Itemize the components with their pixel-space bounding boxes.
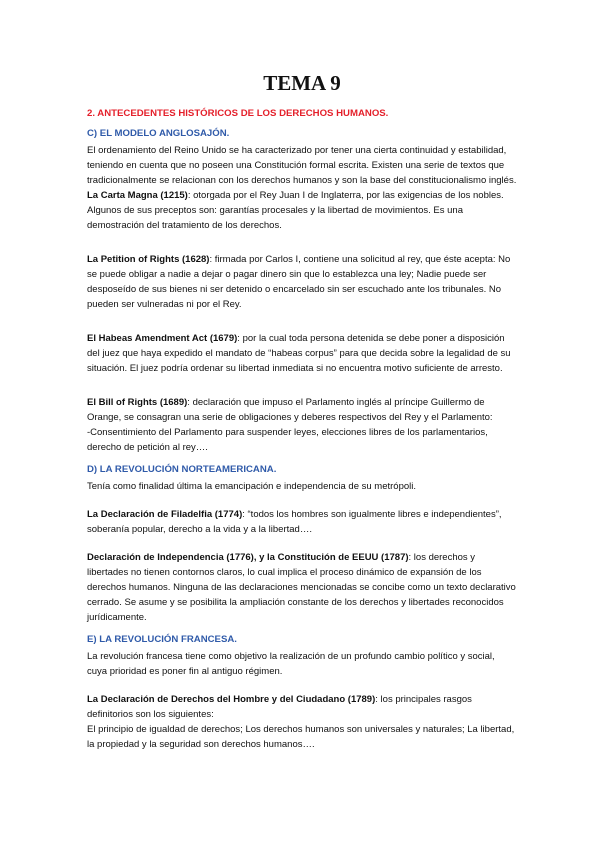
francesa-intro: La revolución francesa tiene como objetivo la realización de un profundo cambio político y social, cuya prioridad es poner fin al antiguo régimen. xyxy=(87,651,495,677)
heading-norteamericana: D) LA REVOLUCIÓN NORTEAMERICANA. xyxy=(87,464,277,475)
filadelfia-title: La Declaración de Filadelfia (1774) xyxy=(87,509,243,520)
independencia-title: Declaración de Independencia (1776), y la Constitución de EEUU (1787) xyxy=(87,552,409,563)
declaracion-title: La Declaración de Derechos del Hombre y del Ciudadano (1789) xyxy=(87,694,376,705)
page-title: TEMA 9 xyxy=(263,71,341,95)
paragraph-independencia xyxy=(87,550,517,625)
declaracion-text: : los principales rasgos definitorios son los siguientes: xyxy=(87,694,472,720)
petition-text: : firmada por Carlos I, contiene una solicitud al rey, que éste acepta: No se puede obligar a nadie a dejar o pagar dinero sin que lo establezca una ley; Nadie puede ser desposeído de sus bienes ni ser detenido o encarcelado sin ser escuchado ante los tribunales. No pueden ser vulneradas ni por el Rey. xyxy=(87,254,511,310)
section-heading: 2. ANTECEDENTES HISTÓRICOS DE LOS DERECHOS HUMANOS. xyxy=(87,108,389,119)
independencia-text: : los derechos y libertades no tienen contornos claros, lo cual implica el proceso dinámico de expansión de los derechos humanos. Ninguna de las declaraciones mencionadas se concibe como un texto declarativo cerrado. Se asume y se posibilita la ampliación constante de los derechos y libertades reconocidos jurídicamente. xyxy=(87,552,516,623)
paragraph-petition xyxy=(87,252,517,312)
habeas-title: El Habeas Amendment Act (1679) xyxy=(87,333,238,344)
heading-anglo: C) EL MODELO ANGLOSAJÓN. xyxy=(87,128,230,139)
declaracion-list: El principio de igualdad de derechos; Los derechos humanos son universales y naturales; La libertad, la propiedad y la seguridad son derechos humanos…. xyxy=(87,724,515,750)
norte-intro: Tenía como finalidad última la emancipación e independencia de su metrópoli. xyxy=(87,481,417,492)
petition-title: La Petition of Rights (1628) xyxy=(87,254,210,265)
paragraph-habeas xyxy=(87,331,517,376)
heading-francesa: E) LA REVOLUCIÓN FRANCESA. xyxy=(87,634,237,645)
habeas-text: : por la cual toda persona detenida se debe poner a disposición del juez que haya expedido el mandato de “habeas corpus” para que decida sobre la legalidad de su situación. El juez podría ordenar su libertad inmediata si no encuentra motivo suficiente de arresto. xyxy=(87,333,511,374)
paragraph-declaracion xyxy=(87,692,517,722)
anglo-intro: El ordenamiento del Reino Unido se ha caracterizado por tener una cierta continuidad y estabilidad, teniendo en cuenta que no poseen una Constitución formal escrita. Existen una serie de textos que tradicionalmente se relacionan con los derechos humanos y son la base del constitucionalismo inglés. xyxy=(87,145,517,186)
bill-text: : declaración que impuso el Parlamento inglés al príncipe Guillermo de Orange, se consagran una serie de obligaciones y deberes respectivos del Rey y el Parlamento: xyxy=(87,397,493,423)
carta-magna-text: : otorgada por el Rey Juan I de Inglaterra, por las exigencias de los nobles. Algunos de sus preceptos son: garantías procesales y la libertad de movimientos. Es una demostración del tratamiento de los derechos. xyxy=(87,190,504,231)
paragraph-filadelfia xyxy=(87,507,517,537)
document-content xyxy=(87,70,517,752)
paragraph-carta-magna xyxy=(87,188,517,233)
filadelfia-text: : “todos los hombres son igualmente libres e independientes”, soberanía popular, derecho a la vida y a la libertad…. xyxy=(87,509,502,535)
carta-magna-title: La Carta Magna (1215) xyxy=(87,190,188,201)
bill-title: El Bill of Rights (1689) xyxy=(87,397,188,408)
paragraph-bill xyxy=(87,395,517,425)
bill-list: -Consentimiento del Parlamento para suspender leyes, elecciones libres de los parlamentarios, derecho de petición al rey…. xyxy=(87,427,488,453)
